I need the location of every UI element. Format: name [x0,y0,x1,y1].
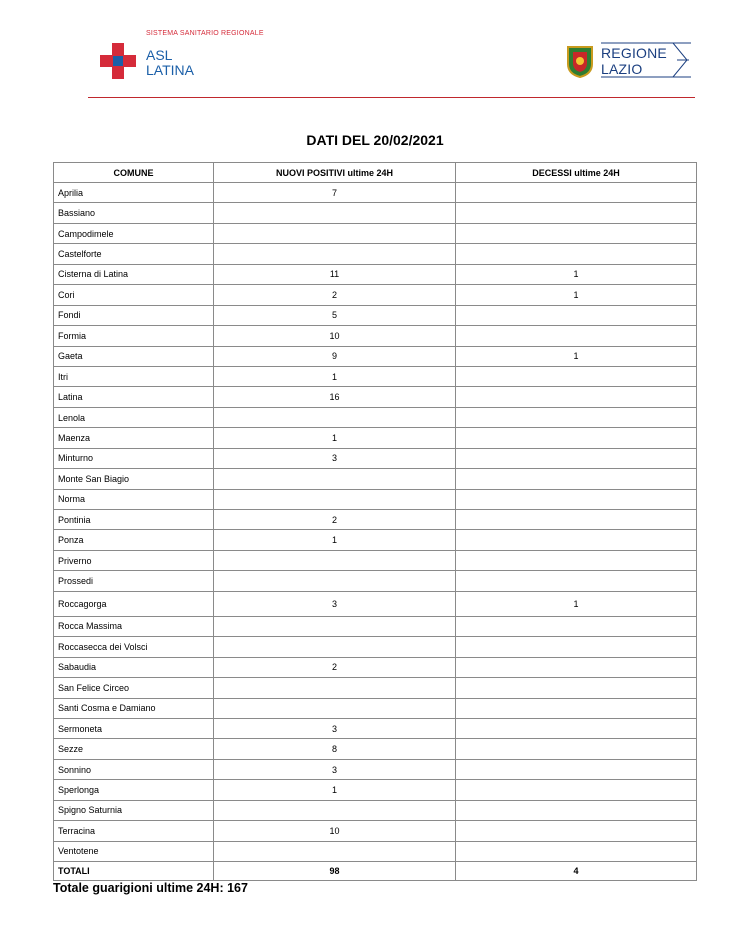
cell-decessi [456,469,697,489]
cell-comune: Rocca Massima [54,616,214,636]
header-divider [88,97,695,98]
table-totals-row [54,862,697,881]
cell-decessi [456,244,697,264]
cell-decessi [456,637,697,657]
cell-positivi: 1 [214,530,456,550]
cell-decessi [456,326,697,346]
table-row [54,616,697,636]
cell-decessi [456,739,697,759]
cell-comune: Cisterna di Latina [54,264,214,284]
cell-positivi: 16 [214,387,456,407]
data-table [53,162,697,881]
cell-decessi [456,759,697,779]
cell-decessi: 1 [456,264,697,284]
cell-decessi [456,407,697,427]
cell-decessi [456,657,697,677]
asl-name-line2: LATINA [146,62,194,78]
table-body [54,183,697,881]
cell-comune: Monte San Biagio [54,469,214,489]
column-header-nuovi-positivi: NUOVI POSITIVI ultime 24H [214,163,456,183]
table-header-row [54,163,697,183]
cell-positivi [214,550,456,570]
totals-positivi: 98 [214,862,456,881]
cell-positivi [214,571,456,591]
cell-decessi [456,489,697,509]
cell-comune: Sperlonga [54,780,214,800]
cell-positivi [214,841,456,861]
cell-positivi: 1 [214,428,456,448]
cell-positivi: 7 [214,183,456,203]
table-row [54,285,697,305]
cell-comune: Priverno [54,550,214,570]
cell-decessi [456,550,697,570]
cell-positivi [214,407,456,427]
cell-comune: Formia [54,326,214,346]
cell-positivi: 5 [214,305,456,325]
table-row [54,718,697,738]
table-row [54,821,697,841]
cell-positivi [214,616,456,636]
cell-positivi [214,203,456,223]
table-row [54,203,697,223]
cell-decessi [456,510,697,530]
cell-decessi [456,571,697,591]
cell-decessi [456,183,697,203]
cell-positivi [214,698,456,718]
cell-decessi [456,223,697,243]
cell-decessi [456,841,697,861]
table-row [54,841,697,861]
page-title: DATI DEL 20/02/2021 [306,132,444,148]
table-row [54,698,697,718]
column-header-decessi: DECESSI ultime 24H [456,163,697,183]
cell-comune: Minturno [54,448,214,468]
cell-decessi [456,718,697,738]
table-row [54,510,697,530]
lazio-name-line2: LAZIO [601,61,643,77]
asl-name-line1: ASL [146,47,173,63]
table-row [54,780,697,800]
totals-label: TOTALI [54,862,214,881]
cell-comune: Maenza [54,428,214,448]
cell-decessi: 1 [456,285,697,305]
cell-comune: Santi Cosma e Damiano [54,698,214,718]
cell-comune: Bassiano [54,203,214,223]
cell-comune: Roccagorga [54,591,214,616]
cell-positivi: 9 [214,346,456,366]
cell-decessi [456,800,697,820]
lazio-emblem-icon [565,44,595,78]
cell-positivi: 8 [214,739,456,759]
table-row [54,489,697,509]
cell-decessi [456,780,697,800]
cell-decessi [456,616,697,636]
cell-positivi: 10 [214,326,456,346]
cell-positivi: 3 [214,448,456,468]
cell-positivi [214,678,456,698]
table-row [54,387,697,407]
table-row [54,305,697,325]
asl-latina-logo [100,28,300,88]
cell-positivi: 2 [214,285,456,305]
table-row [54,244,697,264]
red-cross-icon [100,43,136,79]
cell-decessi [456,530,697,550]
cell-comune: Terracina [54,821,214,841]
recoveries-total-note: Totale guarigioni ultime 24H: 167 [53,881,248,895]
cell-decessi [456,305,697,325]
table-row [54,637,697,657]
table-row [54,739,697,759]
cell-decessi [456,387,697,407]
cell-positivi: 2 [214,510,456,530]
cell-comune: Ponza [54,530,214,550]
cell-decessi [456,821,697,841]
table-row [54,678,697,698]
cell-positivi: 1 [214,366,456,386]
table-row [54,183,697,203]
cell-comune: Pontinia [54,510,214,530]
cell-comune: Latina [54,387,214,407]
cell-decessi: 1 [456,346,697,366]
cell-positivi: 3 [214,718,456,738]
table-row [54,448,697,468]
cell-positivi [214,637,456,657]
table-row [54,428,697,448]
cell-decessi: 1 [456,591,697,616]
cell-comune: Cori [54,285,214,305]
table-row [54,346,697,366]
cell-positivi: 3 [214,591,456,616]
cell-comune: Gaeta [54,346,214,366]
table-row [54,469,697,489]
cell-decessi [456,448,697,468]
cell-positivi: 11 [214,264,456,284]
cell-comune: Aprilia [54,183,214,203]
cell-decessi [456,428,697,448]
asl-subtitle: SISTEMA SANITARIO REGIONALE [146,30,264,37]
cell-positivi [214,469,456,489]
table-row [54,571,697,591]
cell-positivi [214,800,456,820]
cell-comune: Lenola [54,407,214,427]
regione-lazio-logo [565,42,690,82]
table-row [54,657,697,677]
cell-decessi [456,203,697,223]
cell-comune: San Felice Circeo [54,678,214,698]
table-row [54,223,697,243]
cell-comune: Norma [54,489,214,509]
cell-comune: Spigno Saturnia [54,800,214,820]
cell-comune: Campodimele [54,223,214,243]
cell-comune: Sabaudia [54,657,214,677]
cell-positivi: 3 [214,759,456,779]
cell-decessi [456,678,697,698]
cell-decessi [456,366,697,386]
table-row [54,407,697,427]
table-row [54,326,697,346]
cell-comune: Castelforte [54,244,214,264]
table-row [54,530,697,550]
lazio-name-line1: REGIONE [601,45,667,61]
totals-decessi: 4 [456,862,697,881]
cell-comune: Roccasecca dei Volsci [54,637,214,657]
cell-comune: Sermoneta [54,718,214,738]
table-row [54,366,697,386]
cell-positivi: 10 [214,821,456,841]
lazio-name [601,45,667,77]
column-header-comune: COMUNE [54,163,214,183]
cell-positivi [214,489,456,509]
cell-comune: Prossedi [54,571,214,591]
cell-comune: Itri [54,366,214,386]
cell-positivi: 1 [214,780,456,800]
asl-name [146,48,194,78]
cell-comune: Sonnino [54,759,214,779]
cell-decessi [456,698,697,718]
cell-positivi [214,223,456,243]
cell-comune: Ventotene [54,841,214,861]
table-row [54,550,697,570]
table-row [54,759,697,779]
cell-positivi [214,244,456,264]
cell-positivi: 2 [214,657,456,677]
table-row [54,800,697,820]
cell-comune: Sezze [54,739,214,759]
table-row [54,264,697,284]
cell-comune: Fondi [54,305,214,325]
table-row [54,591,697,616]
